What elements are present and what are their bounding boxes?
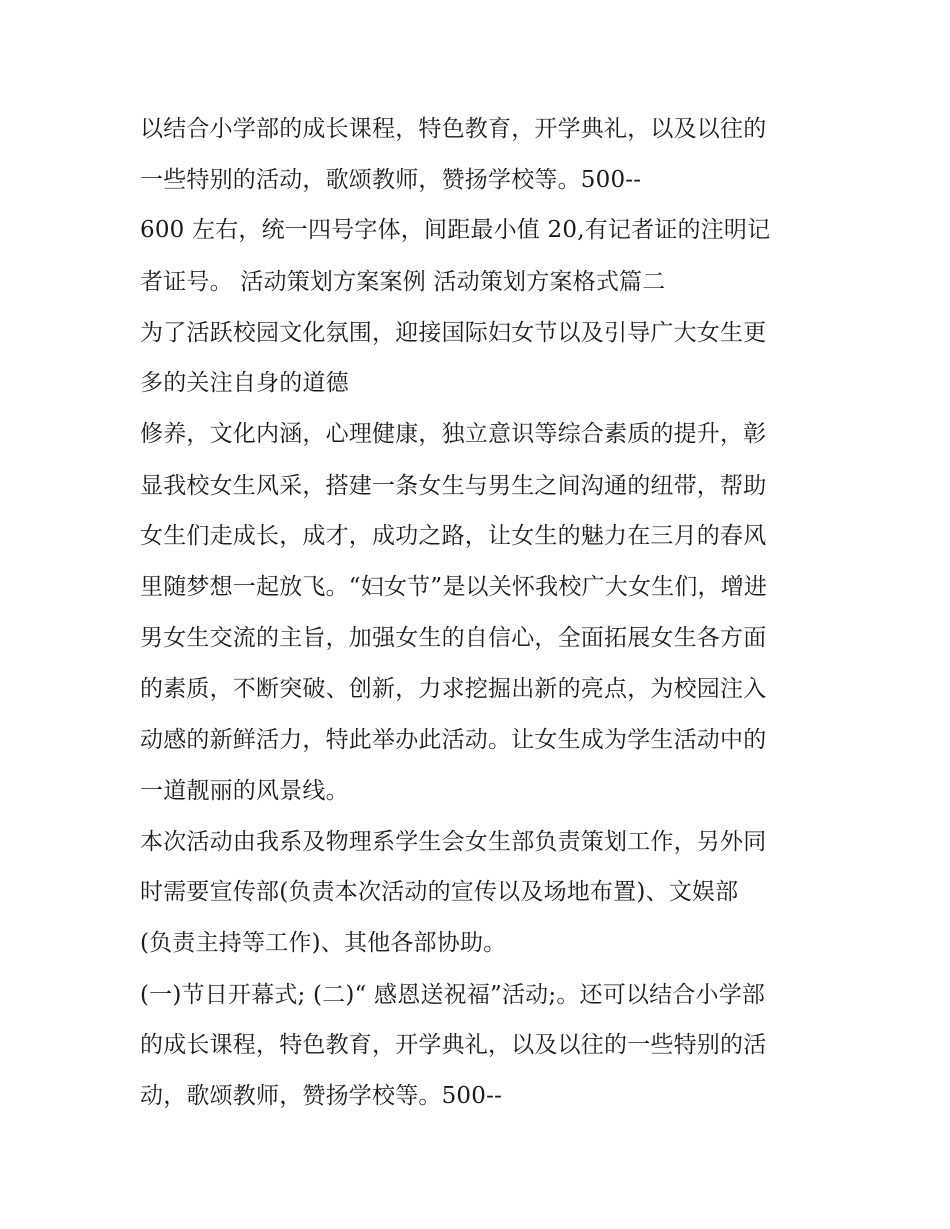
text-line: 动感的新鲜活力，特此举办此活动。让女生成为学生活动中的 — [140, 727, 767, 753]
text-line: 一些特别的活动，歌颂教师，赞扬学校等。500-- — [140, 167, 642, 193]
text-line: 修养，文化内涵，心理健康，独立意识等综合素质的提升，彰 — [140, 421, 767, 447]
text-line: 里随梦想一起放飞。“妇女节”是以关怀我校广大女生们，增进 — [140, 574, 768, 600]
text-line: 男女生交流的主旨，加强女生的自信心，全面拓展女生各方面 — [140, 625, 767, 651]
text-line: 动，歌颂教师，赞扬学校等。500-- — [140, 1083, 503, 1109]
text-line: 者证号。 活动策划方案案例 活动策划方案格式篇二 — [140, 269, 666, 295]
text-line: (一)节日开幕式; (二)“ 感恩送祝福”活动;。还可以结合小学部 — [140, 982, 766, 1008]
text-line: 女生们走成长，成才，成功之路，让女生的魅力在三月的春风 — [140, 523, 767, 549]
text-line: 时需要宣传部(负责本次活动的宣传以及场地布置)、文娱部 — [140, 879, 739, 905]
text-line: 以结合小学部的成长课程，特色教育，开学典礼，以及以往的 — [140, 116, 767, 142]
text-line: (负责主持等工作)、其他各部协助。 — [140, 930, 507, 956]
text-line: 的成长课程，特色教育，开学典礼，以及以往的一些特别的活 — [140, 1032, 767, 1058]
text-line: 显我校女生风采，搭建一条女生与男生之间沟通的纽带，帮助 — [140, 473, 767, 499]
text-line: 600 左右，统一四号字体，间距最小值 20,有记者证的注明记 — [140, 217, 771, 243]
text-line: 本次活动由我系及物理系学生会女生部负责策划工作，另外同 — [140, 829, 767, 855]
text-line: 的素质，不断突破、创新，力求挖掘出新的亮点，为校园注入 — [140, 676, 767, 702]
text-line: 一道靓丽的风景线。 — [140, 778, 349, 804]
text-line: 多的关注自身的道德 — [140, 370, 349, 396]
text-line: 为了活跃校园文化氛围，迎接国际妇女节以及引导广大女生更 — [140, 320, 767, 346]
